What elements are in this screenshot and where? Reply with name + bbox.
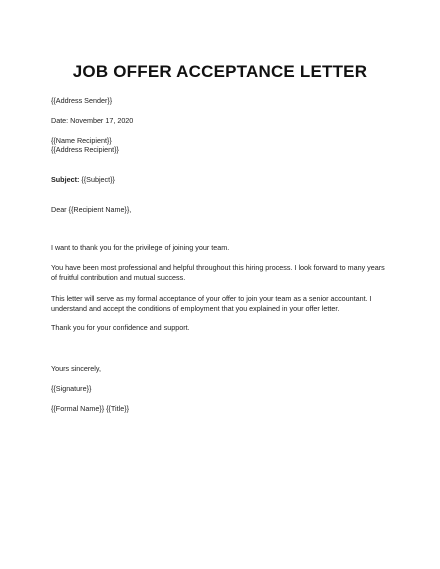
page-title: JOB OFFER ACCEPTANCE LETTER	[72, 62, 368, 81]
name-recipient: {{Name Recipient}}	[51, 136, 112, 145]
paragraph-acceptance: This letter will serve as my formal acceptance of your offer to join your team as a senior accountant. I understand and accept the conditions of employment that you explained in your offer letter.	[51, 294, 372, 313]
address-sender: {{Address Sender}}	[51, 96, 113, 105]
paragraph-thanks: I want to thank you for the privilege of joining your team.	[51, 243, 230, 252]
subject-label: Subject:	[51, 175, 80, 184]
subject-value: {{Subject}}	[81, 175, 115, 184]
formal-name-title: {{Formal Name}} {{Title}}	[51, 404, 130, 413]
signature-placeholder: {{Signature}}	[51, 384, 92, 393]
letter-date: Date: November 17, 2020	[51, 116, 134, 125]
subject-line	[51, 175, 115, 184]
paragraph-professional: You have been most professional and helpful throughout this hiring process. I look forward to many years of fruitful contribution and mutual success.	[51, 263, 385, 282]
salutation: Dear {{Recipient Name}},	[51, 205, 132, 214]
closing: Yours sincerely,	[51, 364, 101, 373]
address-recipient: {{Address Recipient}}	[51, 145, 119, 154]
paragraph-confidence: Thank you for your confidence and support.	[51, 323, 190, 332]
